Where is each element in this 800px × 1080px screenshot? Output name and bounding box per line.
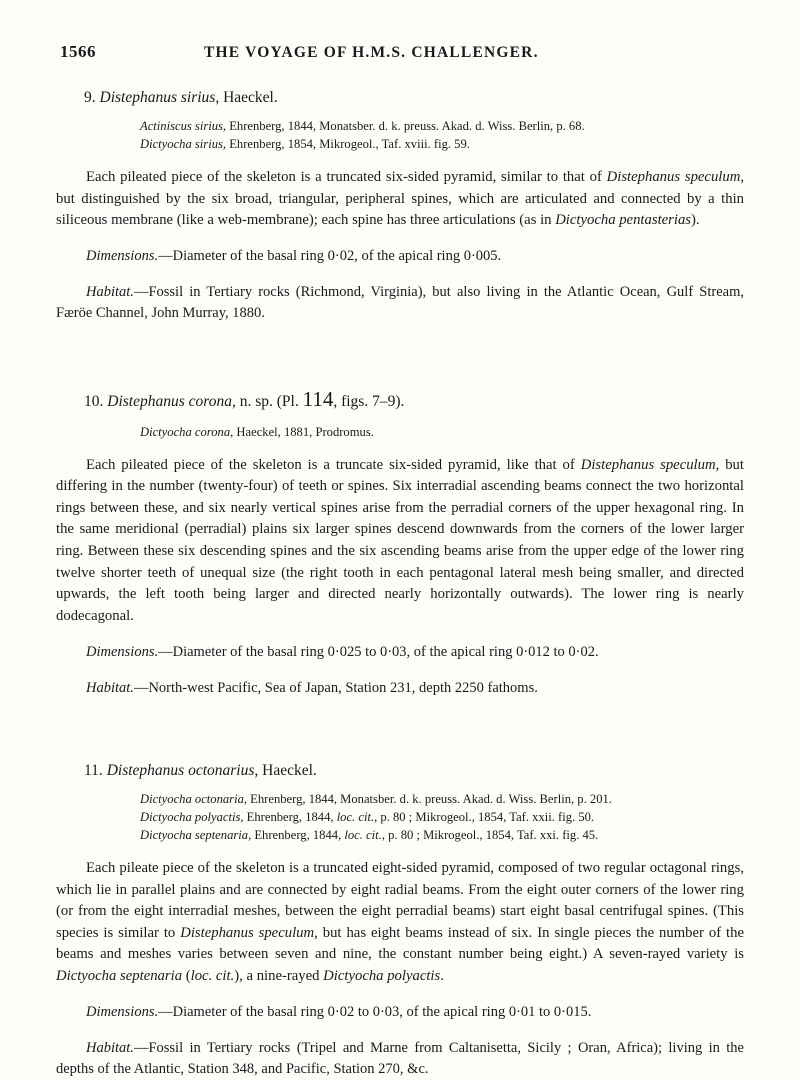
- synonymy-line: [140, 827, 704, 845]
- entry-author: n. sp.: [239, 393, 273, 411]
- synonymy-taxon: Actiniscus sirius,: [140, 119, 227, 134]
- entry-number: 11.: [84, 762, 103, 780]
- synonymy-taxon: Dictyocha sirius,: [140, 137, 227, 152]
- entry-habitat: Habitat.—North-west Pacific, Sea of Japan, Station 231, depth 2250 fathoms.: [86, 679, 538, 696]
- synonymy-taxon: Dictyocha octonaria,: [140, 792, 248, 807]
- running-head: THE VOYAGE OF H.M.S. CHALLENGER.: [204, 44, 539, 61]
- entry-species-name: Distephanus corona,: [107, 393, 236, 411]
- synonymy-ref: Ehrenberg, 1844, Monatsber. d. k. preuss. Akad. d. Wiss. Berlin, p. 68.: [226, 119, 585, 134]
- synonymy-line: [140, 118, 704, 136]
- entry-habitat: Habitat.—Fossil in Tertiary rocks (Richmond, Virginia), but also living in the Atlantic Ocean, Gulf Stream, Færöe Channel, John Murray, 1880.: [56, 283, 744, 321]
- entry-dimensions: Dimensions.—Diameter of the basal ring 0·02, of the apical ring 0·005.: [86, 248, 502, 265]
- synonymy-line: [140, 809, 704, 827]
- entry-number: 10.: [84, 393, 104, 411]
- entry-dimensions: Dimensions.—Diameter of the basal ring 0·025 to 0·03, of the apical ring 0·012 to 0·02.: [86, 644, 599, 661]
- synonymy-line: [140, 136, 704, 154]
- entry-heading: [84, 88, 744, 108]
- entry-heading: [84, 386, 744, 413]
- synonymy-list: [140, 791, 704, 845]
- entry-species-name: Distephanus sirius,: [99, 89, 220, 106]
- entry-author: Haeckel.: [262, 762, 317, 780]
- synonymy-ref: Haeckel, 1881, Prodromus.: [233, 424, 374, 439]
- synonymy-list: [140, 424, 704, 442]
- synonymy-taxon: Dictyocha septenaria,: [140, 828, 252, 843]
- entry-plate-reference: (Pl. 114, figs. 7–9).: [276, 387, 405, 412]
- entry-paragraph: Each pileate piece of the skeleton is a truncated eight-sided pyramid, composed of two regular octagonal rings, which lie in parallel plains and are connected by eight radial beams. From the eight outer corners of the lower ring (or from the eight interradial meshes, between the eight perradial beams) start eight basal centrifugal spines. (This species is similar to Distephanus speculum, but has eight beams instead of six. In single pieces the number of the beams and meshes varies between seven and nine, the constant number being eight.) A seven-rayed variety is Dictyocha septenaria (loc. cit.), a nine-rayed Dictyocha polyactis.: [56, 859, 744, 985]
- entry-number: 9.: [84, 89, 96, 106]
- page-number: 1566: [60, 42, 96, 61]
- entry-spacer: [56, 713, 744, 735]
- entry-species-name: Distephanus octonarius,: [106, 762, 259, 780]
- synonymy-line: [140, 791, 704, 809]
- species-entry: [56, 386, 744, 698]
- synonymy-line: [140, 424, 704, 442]
- synonymy-list: [140, 118, 704, 154]
- synonymy-ref: Ehrenberg, 1854, Mikrogeol., Taf. xviii. fig. 59.: [226, 137, 470, 152]
- page-header: [56, 42, 744, 62]
- entry-spacer: [56, 338, 744, 360]
- entry-habitat: Habitat.—Fossil in Tertiary rocks (Tripel and Marne from Caltanisetta, Sicily ; Oran, Africa); living in the depths of the Atlantic, Station 348, and Pacific, Station 270, &c.: [56, 1039, 744, 1077]
- synonymy-ref: Ehrenberg, 1844, loc. cit., p. 80 ; Mikrogeol., 1854, Taf. xxi. fig. 45.: [251, 828, 599, 843]
- entry-paragraph: Each pileated piece of the skeleton is a truncate six-sided pyramid, like that of Distephanus speculum, but differing in the number (twenty-four) of teeth or spines. Six interradial ascending beams connect the two horizontal rings between these, and six nearly vertical spines arise from the perradial corners of the upper hexagonal ring. In the same meridional (perradial) plains six larger spines descend downwards from the corners of the lower larger ring. Between these six descending spines and the six ascending beams arise from the upper edge of the lower ring twelve shorter teeth of unequal size (the right tooth in each pentagonal lateral mesh being smaller, and directed upwards, the left tooth being larger and directed nearly horizontally outwards). The lower ring is nearly dodecagonal.: [56, 456, 744, 624]
- species-entry: [56, 88, 744, 324]
- species-entry: [56, 761, 744, 1080]
- entry-paragraph: Each pileated piece of the skeleton is a truncated six-sided pyramid, similar to that of Distephanus speculum, but distinguished by the six broad, triangular, peripheral spines, which are articulated and connected by a thin siliceous membrane (like a web-membrane); each spine has three articulations (as in Dictyocha pentasterias).: [56, 168, 744, 229]
- synonymy-ref: Ehrenberg, 1844, loc. cit., p. 80 ; Mikrogeol., 1854, Taf. xxii. fig. 50.: [243, 810, 595, 825]
- synonymy-taxon: Dictyocha corona,: [140, 424, 234, 439]
- entry-author: Haeckel.: [223, 89, 278, 106]
- synonymy-taxon: Dictyocha polyactis,: [140, 810, 244, 825]
- entry-dimensions: Dimensions.—Diameter of the basal ring 0·02 to 0·03, of the apical ring 0·01 to 0·015.: [86, 1004, 592, 1021]
- synonymy-ref: Ehrenberg, 1844, Monatsber. d. k. preuss. Akad. d. Wiss. Berlin, p. 201.: [247, 792, 612, 807]
- entry-heading: [84, 761, 744, 781]
